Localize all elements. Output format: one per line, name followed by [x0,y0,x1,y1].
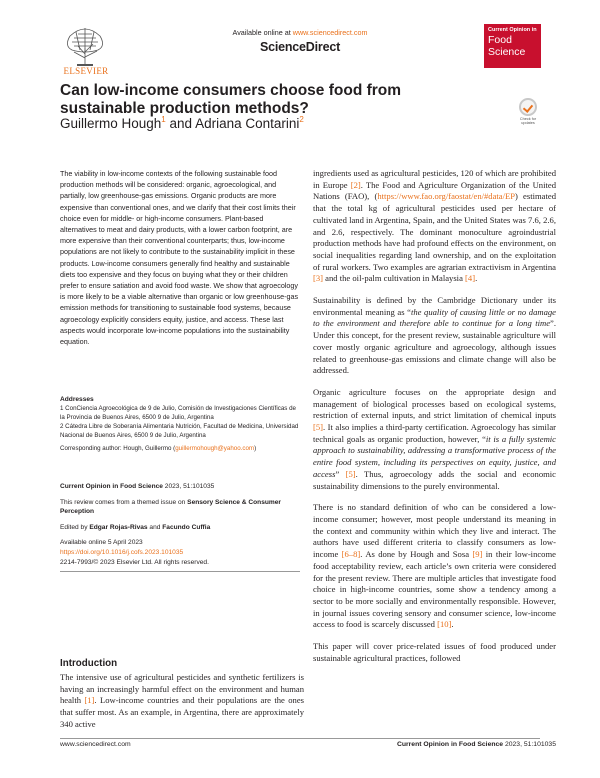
article-title: Can low-income consumers choose food from sustainable production methods? [60,82,402,117]
address-1: 1 ConCiencia Agroecológica de 9 de Julio, Comisión de Investigaciones Científicas de la Provincia de Buenos Aires, 6500 9 de Julio, Argentina [60,405,296,421]
available-online-date: Available online 5 April 2023 [60,539,143,547]
addresses-block [60,395,300,453]
editors-line: Edited by Edgar Rojas-Rivas and Facundo Cuffia [60,523,211,531]
body-paragraph: This paper will cover price-related issues of food produced under sustainable agricultural practices, followed [313,641,556,663]
citation-link[interactable]: [5] [345,468,356,479]
citation-link[interactable]: [1] [84,695,95,706]
available-online-line: Available online at www.sciencedirect.com [232,28,368,37]
author-1: Guillermo Hough [60,116,162,131]
copyright-line: 2214-7993/© 2023 Elsevier Ltd. All rights reserved. [60,558,209,566]
addresses-heading: Addresses [60,396,94,403]
introduction-heading: Introduction [60,658,118,669]
body-paragraph: Sustainability is defined by the Cambridge Dictionary under its environmental meaning as “the quality of causing little or no damage to the environment and therefore able to continue for a long time”. Under this concept, for the present review, sustainable agriculture will cover mostly organic agriculture and agroecology, although issues related to greenhouse-gas emissions and climate change will also be addressed. [313,295,556,376]
journal-badge-small: Current Opinion in [488,27,537,33]
citation-link[interactable]: [6–8] [341,549,361,560]
citation-link[interactable]: [3] [313,273,324,284]
footer-site-link[interactable]: www.sciencedirect.com [60,741,131,748]
body-paragraph: Organic agriculture focuses on the appropriate design and management of biological processes based on ecological systems, restriction of external inputs, and strict limitation of chemical inputs [5]. It also implies a third-party certification. Agroecology has similar technical goals as organic production, however, “it is a fully systemic approach to sustainability, addressing a transformative process of the entire food system, including its perspectives on equity, justice, and access” [5]. Thus, agroecology adds the social and economic sustainability dimensions to the purely environmental. [313,386,557,491]
footer-citation: Current Opinion in Food Science 2023, 51:101035 [396,741,556,748]
author-2: Adriana Contarini [195,116,300,131]
elsevier-wordmark: ELSEVIER [63,66,109,76]
citation-link[interactable]: [9] [472,549,483,560]
page-header [0,0,600,80]
info-divider [60,571,300,572]
journal-cover-badge [484,24,541,68]
article-info-box [60,482,300,572]
sciencedirect-logo: ScienceDirect [259,40,341,54]
sciencedirect-link[interactable]: www.sciencedirect.com [292,28,368,37]
journal-badge-science: Science [488,45,526,58]
body-paragraph: ingredients used as agricultural pesticides, 120 of which are prohibited in Europe [2]. The Food and Agriculture Organization of the United Nations (FAO), (https://www.fao.org/faostat/en/#data/EP) estimated that the total kg of agricultural pesticides used per hectare of cultivated land in Argentina, Spain, and the United States was 7.6, 2.6, and 2.6, respectively. The dominant monoculture agroindustrial production methods have had profound effects on the environment, on social inequalities regarding land ownership, and on the exploitation of rural workers. Two examples are agrarian extractivism in Argentina [3] and the oil-palm cultivation in Malaysia [4]. [313,168,556,284]
fao-link[interactable]: https://www.fao.org/faostat/en/#data/EP [377,191,516,202]
corresponding-email-link[interactable]: guillermohough@yahoo.com [175,445,255,452]
abstract-text: The viability in low-income contexts of the following sustainable food production methods will be considered: organic, agroecological, and partially, low greenhouse-gas emissions. Organic products are more expensive than conventional ones, and we clarify that their cost limits their choice even for middle- or high-income consumers. Plant-based alternatives to meat and dairy products, with a lower carbon footprint, are more expensive than their conventional counterparts; thus, low-income populations are not likely to contribute to the sustainability implicit in these products. Low-income consumers generally find healthy and sustainable diets too expensive and they focus on buying what they or their children prefer to ensure satiation and avoid food waste. We show that agroecology is more likely to be a viable alternative than organic or low greenhouse-gas emission methods for transitioning to sustainable food systems, because agroecology explicitly considers equity, justice, and access. These last aspects would incorporate low-income populations into the sustainability equation. [60,169,299,347]
author-2-affiliation[interactable]: 2 [299,115,304,124]
body-right-column [313,168,556,674]
citation-link[interactable]: [5] [313,422,324,433]
citation-link[interactable]: [4] [465,273,476,284]
address-2: 2 Cátedra Libre de Soberanía Alimentaria Nutrición, Facultad de Medicina, Universidad Nacional de Buenos Aires, 6500 9 de Julio, Argentina [60,423,299,439]
doi-link[interactable]: https://doi.org/10.1016/j.cofs.2023.101035 [60,548,184,556]
footer-divider [60,738,540,739]
journal-badge-food: Food [488,33,512,46]
author-line: Guillermo Hough$^1$ and Adriana Contarini$^2$ [60,115,304,131]
themed-issue-line: This review comes from a themed issue on Sensory Science & Consumer Perception [60,498,281,516]
abstract-column [60,168,300,347]
introduction-paragraph: The intensive use of agricultural pesticides and synthetic fertilizers is having an increasingly harmful effect on the environment and human health [1]. Low-income countries and their populations are the ones that suffer most. As an example, in Argentina, there are approximately 340 active [60,672,305,729]
check-updates-label: Check for updates [519,117,537,126]
citation-link[interactable]: [10] [437,619,452,630]
body-paragraph: There is no standard definition of who can be considered a low-income consumer; however, most people understand its meaning in the context and community within which they live and interact. The authors have used different criteria to classify consumers as low-income [6–8]. As done by Hough and Sosa [9] in their low-income food acceptability review, each article’s own criteria were considered for the present review. There are multiple articles that investigate food choice in high-income countries, some show a tendency among a sector to be more socially and environmentally responsible. However, in journal issues covering sensory and consumer science, low-income access to food is scarcely discussed [10]. [313,502,556,630]
citation-link[interactable]: [2] [350,179,361,190]
check-for-updates-button[interactable] [514,98,542,128]
author-1-affiliation[interactable]: 1 [161,115,166,124]
journal-citation: Current Opinion in Food Science 2023, 51:101035 [60,483,215,490]
themed-issue-link[interactable]: Sensory Science & Consumer Perception [60,498,281,516]
check-updates-icon [519,98,537,116]
corresponding-author: Corresponding author: Hough, Guillermo (guillermohough@yahoo.com) [60,445,257,452]
